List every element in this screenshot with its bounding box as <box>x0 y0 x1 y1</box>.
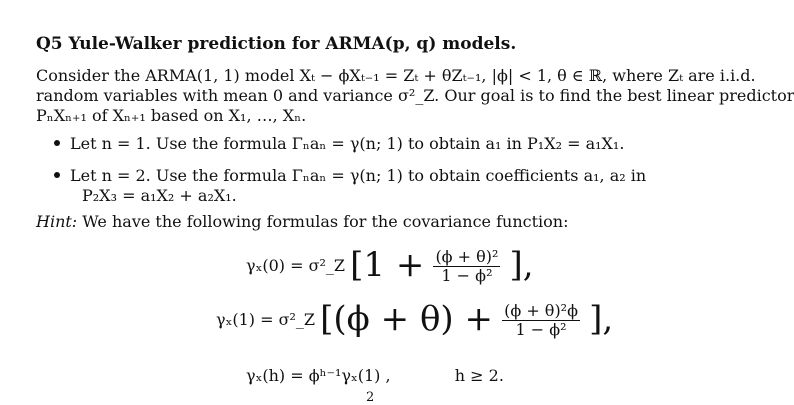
eq2-denominator: 1 − ϕ² <box>515 320 567 339</box>
eq2-fraction <box>502 302 580 339</box>
eq1-pre: [1 + <box>350 244 425 285</box>
eq2-pre: [(ϕ + θ) + <box>320 298 493 339</box>
eq3-lhs: γₓ(h) = ϕʰ⁻¹γₓ(1) , <box>246 366 391 385</box>
bullet-icon <box>54 140 60 146</box>
bullet-item-2-continued: P₂X₃ = a₁X₂ + a₂X₁. <box>82 186 237 205</box>
eq1-post: ], <box>509 244 534 285</box>
eq2-numerator: (ϕ + θ)²ϕ <box>504 301 578 320</box>
bullet-item-2 <box>54 166 646 186</box>
page-number: 2 <box>366 390 375 405</box>
intro-line-3: PₙXₙ₊₁ of Xₙ₊₁ based on X₁, …, Xₙ. <box>36 106 307 125</box>
equation-gamma-1 <box>216 298 614 339</box>
equation-gamma-h <box>246 366 504 385</box>
hint-label: Hint: <box>36 212 78 231</box>
eq2-post: ], <box>589 298 614 339</box>
bullet-item-1 <box>54 134 624 154</box>
bullet-icon <box>54 172 60 178</box>
equation-gamma-0 <box>246 244 534 285</box>
hint-paragraph <box>36 212 568 231</box>
intro-line-2: random variables with mean 0 and variance σ²_Z. Our goal is to find the best linear predictor <box>36 86 794 105</box>
intro-line-1: Consider the ARMA(1, 1) model Xₜ − ϕXₜ₋₁ = Zₜ + θZₜ₋₁, |ϕ| < 1, θ ∈ ℝ, where Zₜ are i.i.d. <box>36 66 756 85</box>
question-heading: Q5 Yule-Walker prediction for ARMA(p, q) models. <box>36 34 517 54</box>
bullet-text-2: Let n = 2. Use the formula Γₙaₙ = γ(n; 1) to obtain coefficients a₁, a₂ in <box>70 166 647 185</box>
eq2-lhs: γₓ(1) = σ²_Z <box>216 310 316 329</box>
hint-text: We have the following formulas for the covariance function: <box>77 212 569 231</box>
eq1-fraction <box>433 248 500 285</box>
eq1-numerator: (ϕ + θ)² <box>435 247 499 266</box>
eq1-denominator: 1 − ϕ² <box>441 266 493 285</box>
eq3-condition: h ≥ 2. <box>454 366 504 385</box>
bullet-text-1: Let n = 1. Use the formula Γₙaₙ = γ(n; 1) to obtain a₁ in P₁X₂ = a₁X₁. <box>70 134 625 153</box>
eq1-lhs: γₓ(0) = σ²_Z <box>246 256 346 275</box>
